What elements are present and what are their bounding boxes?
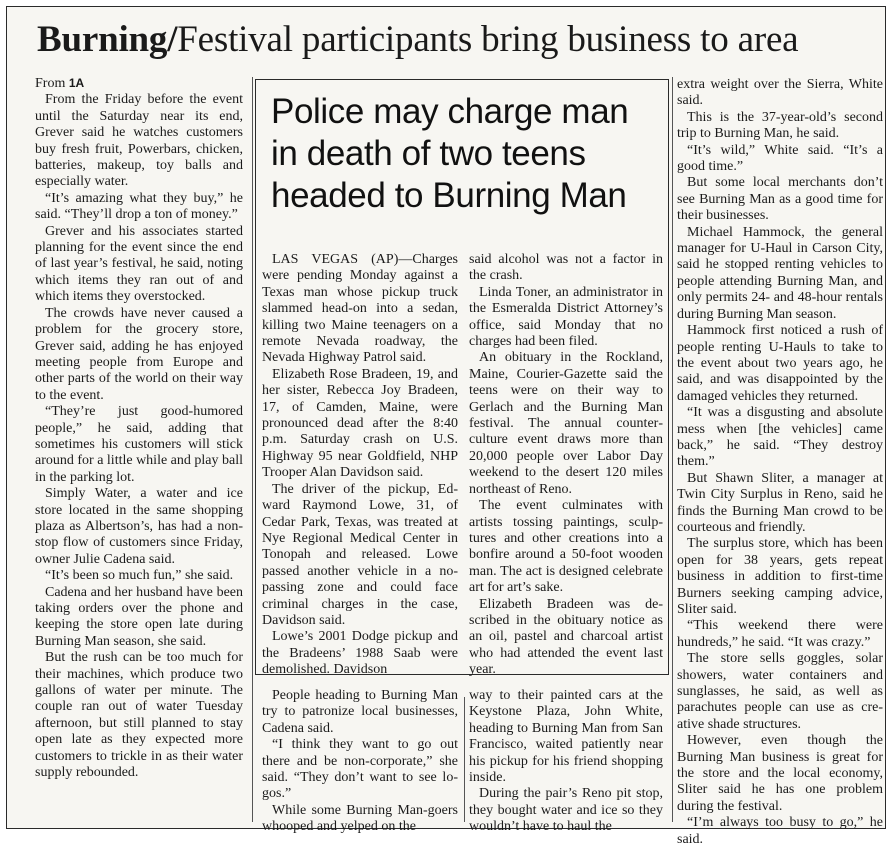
paragraph: “They’re just good-humored people,” he said, adding that sometimes his customers will stick around for a little while and play ball in the parking lot.: [35, 404, 243, 485]
paragraph: The store sells goggles, solar showers, water containers and sunglasses, he said, as well as parachutes people can use as creative shade structures.: [677, 651, 883, 732]
paragraph: Hammock first noticed a rush of people renting U-Hauls to take to the event about two years ago, he said, and was disappointed by the damaged vehicles they returned.: [677, 323, 883, 404]
paragraph: This is the 37-year-old’s second trip to Burning Man, he said.: [677, 109, 883, 142]
paragraph: From the Friday before the event until the Saturday near its end, Grever said he watches customers buy fresh fruit, Powerbars, chicken, batteries, makeup, toy balls and especially water.: [35, 92, 243, 190]
paragraph: Elizabeth Bradeen was described in the obituary notice as an oil, pastel and charcoal artist who had attended the event last year.: [469, 596, 663, 678]
paragraph: An obituary in the Rockland, Maine, Courier-Gazette said the teens were on their way to Gerlach and the Burning Man festival. The annual counterculture event draws more than 20,000 people over Labor Day weekend to the desert 120 miles northeast of Reno.: [469, 350, 663, 497]
sidebar-column-1: [262, 252, 458, 679]
sidebar-title: Police may charge man in death of two teens headed to Burning Man: [271, 92, 629, 215]
article-column-1: [35, 75, 243, 781]
paragraph: said alcohol was not a factor in the crash.: [469, 252, 663, 284]
paragraph: “It’s wild,” White said. “It’s a good time.”: [677, 142, 883, 175]
headline-rest: Festival participants bring business to area: [177, 19, 799, 60]
paragraph: Simply Water, a water and ice store located in the same shopping plaza as Albertson’s, has had a non-stop flow of customers since Friday, owner Julie Cadena said.: [35, 486, 243, 567]
paragraph: While some Burning Man-goers whooped and yelped on the: [262, 802, 458, 835]
paragraph: Elizabeth Rose Bradeen, 19, and her sister, Rebecca Joy Bradeen, 17, of Camden, Maine, were pronounced dead after the 8:40 p.m. Saturday crash on U.S. Highway 95 near Goldfield, NHP Trooper Alan Davidson said.: [262, 366, 458, 481]
article-column-2: [262, 688, 458, 836]
paragraph: “I’m always too busy to go,” he said.: [677, 815, 883, 847]
paragraph: But some local merchants don’t see Burning Man as a good time for their businesses.: [677, 175, 883, 224]
paragraph: “It’s amazing what they buy,” he said. “They’ll drop a ton of money.”: [35, 190, 243, 223]
paragraph: People heading to Burning Man try to patronize local businesses, Cadena said.: [262, 688, 458, 736]
paragraph: The event culminates with artists tossing paintings, sculptures and other creations into a bonfire around a 50-foot wooden man. The act is designed celebrate art for art’s sake.: [469, 498, 663, 596]
paragraph: extra weight over the Sierra, White said.: [677, 77, 883, 109]
paragraph: Linda Toner, an administrator in the Esmeralda District Attorney’s office, said Monday that no charges had been filed.: [469, 284, 663, 350]
dateline: LAS VEGAS (AP): [272, 252, 399, 267]
paragraph: “I think they want to go out there and be non-corporate,” she said. “They don’t want to see logos.”: [262, 737, 458, 802]
jump-label: From: [35, 76, 69, 91]
main-headline: [37, 19, 887, 61]
paragraph: The surplus store, which has been open for 38 years, gets repeat business in addition to first-time Burners seeking camping advice, Sliter said.: [677, 536, 883, 617]
paragraph: Grever and his associates started planning for the event since the end of last year’s festival, he said, noting which items they ran out of and which items they overstocked.: [35, 223, 243, 305]
paragraph: “It’s been so much fun,” she said.: [45, 568, 234, 584]
column-rule: [252, 77, 253, 822]
paragraph: But the rush can be too much for their machines, which produce two gallons of water per minute. The couple ran out of water Tuesday afternoon, but still planned to stay open late as they expected more customers to trickle in as their water supply rebounded.: [35, 650, 243, 781]
sidebar-column-2: [469, 252, 663, 679]
article-column-3: [469, 688, 663, 836]
lead-text: —Charges were pending Monday against a Texas man whose pickup truck slammed head-on into a sedan, killing two Maine teenagers on a remote Nevada roadway, the Nevada Highway Patrol said.: [262, 252, 458, 366]
article-column-4: [677, 77, 883, 848]
paragraph: “It was a disgusting and absolute mess when [the vehicles] came back,” he said. “They destroy them.”: [677, 405, 883, 470]
paragraph: way to their painted cars at the Keystone Plaza, John White, heading to Burning Man from San Francisco, waited patiently near his pickup for his friend shopping inside.: [469, 688, 663, 786]
jump-line: [35, 75, 243, 92]
paragraph: During the pair’s Reno pit stop, they bought water and ice so they wouldn’t have to haul the: [469, 786, 663, 835]
paragraph: But Shawn Sliter, a manager at Twin City Surplus in Reno, said he finds the Burning Man crowd to be courteous and friendly.: [677, 470, 883, 535]
paragraph: “This weekend there were hundreds,” he said. “It was crazy.”: [677, 618, 883, 650]
paragraph: However, even though the Burning Man business is great for the store and the local economy, Sliter said he has one problem during the festival.: [677, 733, 883, 814]
paragraph: Michael Hammock, the general manager for U-Haul in Carson City, said he stopped renting vehicles to people attending Burning Man, and only permits 24- and 48-hour rentals during Burning Man season.: [677, 224, 883, 322]
jump-page: 1A: [68, 76, 85, 90]
paragraph: The crowds have never caused a problem for the grocery store, Grever said, adding he has enjoyed meeting people from Europe and other parts of the world on their way to the event.: [35, 305, 243, 403]
headline-bold: Burning/: [37, 19, 178, 60]
paragraph: Lowe’s 2001 Dodge pickup and the Bradeens’ 1988 Saab were demolished. Davidson: [262, 629, 458, 678]
column-rule: [464, 697, 465, 822]
column-rule: [672, 77, 673, 822]
newspaper-page: [6, 6, 886, 847]
paragraph: [262, 252, 458, 367]
paragraph: Cadena and her husband have been taking orders over the phone and keeping the store open late during Burning Man season, she said.: [35, 584, 243, 649]
paragraph: The driver of the pickup, Edward Raymond Lowe, 31, of Cedar Park, Texas, was treated at Nye Regional Medical Center in Tonopah and released. Lowe passed another vehicle in a no-passing zone and could face criminal charges in the case, Davidson said.: [262, 481, 458, 628]
